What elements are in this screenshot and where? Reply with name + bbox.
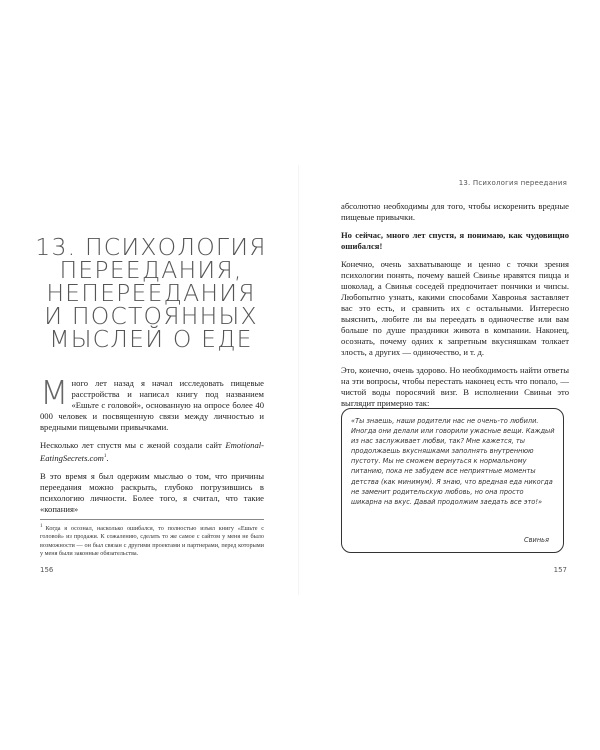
chapter-title-line: МЫСЛЕЙ О ЕДЕ bbox=[49, 325, 253, 353]
pig-squeal-paragraph: Это, конечно, очень здорово. Но необходимость найти ответы на эти вопросы, чтобы перестать наконец есть что попало, — чистой воды поросячий визг. В исполнении Свиньи это выглядит примерно так: bbox=[341, 365, 569, 408]
site-paragraph bbox=[40, 440, 264, 464]
pig-quote-box bbox=[341, 408, 564, 553]
obsession-paragraph: В это время я был одержим мыслью о том, что причины переедания можно раскрыть, глубоко погрузившись в психологию личности. Более того, я считал, что такие «копания» bbox=[40, 470, 264, 514]
site-paragraph-text: Несколько лет спустя мы с женой создали сайт bbox=[40, 440, 226, 450]
chapter-title-line: 13. ПСИХОЛОГИЯ bbox=[35, 233, 267, 261]
bold-paragraph: Но сейчас, много лет спустя, я понимаю, как чудовищно ошибался! bbox=[341, 230, 569, 251]
page-number-right: 157 bbox=[553, 566, 567, 574]
paragraph-continued: абсолютно необходимы для того, чтобы искоренить вредные пищевые привычки. bbox=[341, 201, 569, 222]
footnote-mark: 1 bbox=[40, 524, 43, 529]
intro-paragraph bbox=[40, 373, 264, 433]
site-paragraph-end: . bbox=[106, 452, 109, 463]
pig-quote-text: «Ты знаешь, наши родители нас не очень-то любили. Иногда они делали или говорили ужасные вещи. Каждый из нас заслуживает любви, так? Мне кажется, ты продолжаешь вкусняшками заполнять внутреннюю пустоту. Мы не сможем вернуться к нормальному питанию, пока не забудем все неприятные моменты детства (как минимум). Я знаю, что вредная еда никогда не заменит родительскую любовь, но она просто шикарна на вкус. Давай продолжим заедать все это!» bbox=[351, 417, 555, 506]
footnote bbox=[40, 519, 264, 559]
right-body-text bbox=[341, 201, 569, 416]
intro-text: ного лет назад я начал исследовать пищевые расстройства и написал книгу под названием «Ешьте с головой», основанную на опросе более 40 000 человек и посвященную связи между личностью и вредными пищевыми привычками. bbox=[40, 378, 264, 432]
pig-quote-signature: Свинья bbox=[524, 535, 549, 544]
page-number-left: 156 bbox=[40, 566, 54, 574]
chapter-title-line: НЕПЕРЕЕДАНИЯ bbox=[46, 279, 256, 307]
chapter-title-line: И ПОСТОЯННЫХ bbox=[44, 302, 258, 330]
drop-cap: М bbox=[40, 373, 69, 412]
chapter-title bbox=[30, 233, 272, 353]
psychology-paragraph: Конечно, очень захватывающе и ценно с точки зрения психологии понять, почему вашей Свинье нравятся пицца и шоколад, а Свинья соседей предпочитает пончики и чипсы. Любопытно узнать, какими способами Хавронья заставляет вас это есть, и сравнить их с остальными. Интересно выяснить, любите ли вы переедать в одиночестве или вам больше по душе праздники живота в компании. Наконец, осознать, почему одних к запретным вкусняшкам толкает злость, а других — одиночество, и т. д. bbox=[341, 259, 569, 357]
running-header: 13. Психология переедания bbox=[458, 179, 567, 187]
footnote-ref: 1 bbox=[103, 454, 107, 459]
chapter-title-line: ПЕРЕЕДАНИЯ, bbox=[59, 256, 243, 284]
left-body-text bbox=[40, 373, 264, 522]
site-link-text: Emotional-EatingSecrets.com bbox=[40, 440, 264, 463]
footnote-text: Когда я осознал, насколько ошибался, то полностью изъял книгу «Ешьте с головой» из продажи. К сожалению, сделать то же самое с сайтом у меня не было возможности — он был связан с другими проектами и партнерами, перед которыми у меня были законные обязательства. bbox=[40, 525, 264, 558]
